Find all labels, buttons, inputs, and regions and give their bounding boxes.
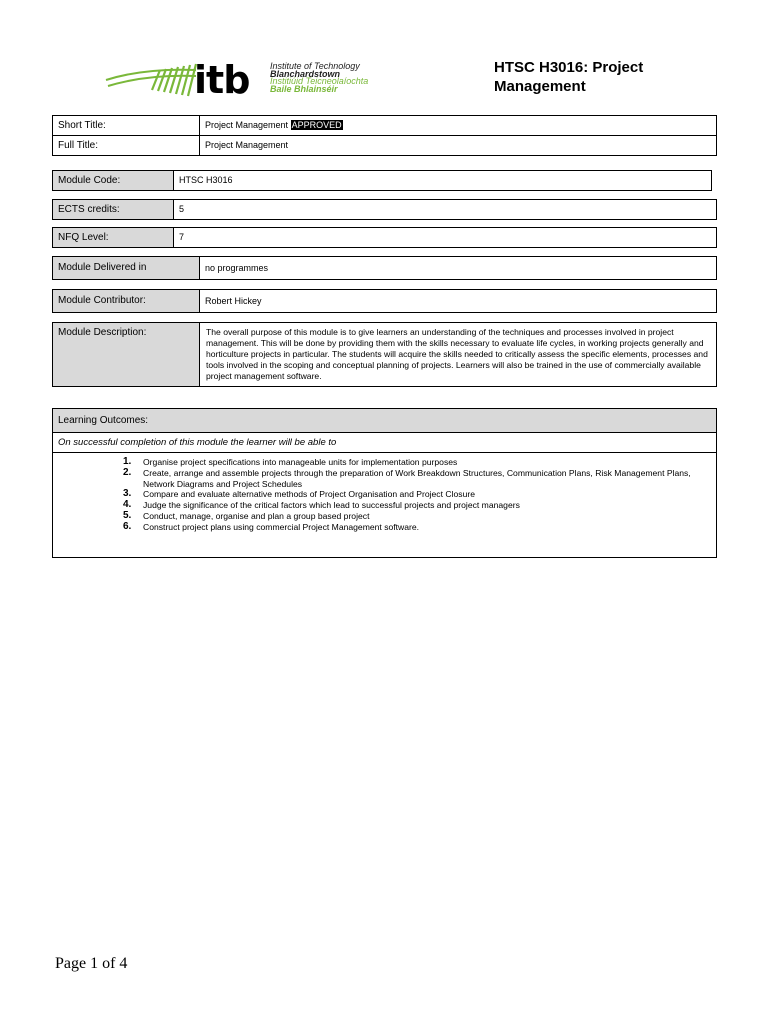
module-code-row <box>53 171 711 190</box>
learning-outcomes-body <box>53 453 716 557</box>
module-code-value: HTSC H3016 <box>179 175 233 185</box>
item-text: Construct project plans using commercial Project Management software. <box>143 521 420 532</box>
item-number: 3. <box>123 488 132 500</box>
approved-badge: APPROVED <box>291 120 342 130</box>
list-item <box>123 489 716 500</box>
learning-outcomes-intro: On successful completion of this module the learner will be able to <box>53 432 716 453</box>
page-number: Page 1 of 4 <box>55 955 128 972</box>
item-text: Judge the significance of the critical factors which lead to successful projects and project managers <box>143 500 520 511</box>
ects-table <box>52 199 717 220</box>
document-title <box>494 58 714 96</box>
short-title-row <box>53 116 716 135</box>
learning-outcomes-table <box>52 408 717 558</box>
short-title-text: Project Management <box>205 120 289 130</box>
title-line-2: Management <box>494 78 586 95</box>
short-title-label: Short Title: <box>53 116 200 135</box>
nfq-table <box>52 227 717 248</box>
item-number: 5. <box>123 509 132 521</box>
description-row <box>53 323 716 386</box>
full-title-row <box>53 135 716 155</box>
contributor-value: Robert Hickey <box>205 296 262 306</box>
title-line-1: HTSC H3016: Project <box>494 59 644 76</box>
module-code-label: Module Code: <box>53 171 174 190</box>
logo-line: Blanchardstown <box>270 68 341 79</box>
list-item <box>123 457 716 468</box>
delivered-label: Module Delivered in <box>53 257 200 279</box>
item-text: Compare and evaluate alternative methods of Project Organisation and Project Closure <box>143 489 475 500</box>
logo-line: Baile Bhlainséir <box>270 83 338 94</box>
learning-outcomes-heading: Learning Outcomes: <box>53 409 716 432</box>
nfq-value: 7 <box>179 232 185 242</box>
full-title-value: Project Management <box>205 140 289 150</box>
logo-wordmark: itb <box>194 58 250 102</box>
nfq-label: NFQ Level: <box>53 228 174 247</box>
logo-institute-name <box>270 63 368 93</box>
itb-logo <box>104 60 404 100</box>
title-table <box>52 115 717 156</box>
ects-value: 5 <box>179 204 185 214</box>
ects-label: ECTS credits: <box>53 200 174 219</box>
logo-line: Institute of Technology <box>270 61 360 71</box>
short-title-value <box>200 116 716 135</box>
item-text: Create, arrange and assemble projects through the preparation of Work Breakdown Structures, Communication Plans, Risk Management Plans, Network Diagrams and Project Schedules <box>143 467 691 489</box>
delivered-row <box>53 257 716 279</box>
contributor-row <box>53 290 716 312</box>
delivered-table <box>52 256 717 280</box>
item-text: Organise project specifications into manageable units for implementation purposes <box>143 457 458 467</box>
list-item <box>123 522 716 533</box>
full-title-label: Full Title: <box>53 136 200 155</box>
description-label: Module Description: <box>53 323 200 386</box>
delivered-value: no programmes <box>205 263 269 273</box>
list-item <box>123 511 716 522</box>
item-number: 4. <box>123 499 132 511</box>
list-item <box>123 468 716 490</box>
description-table <box>52 322 717 387</box>
ects-row <box>53 200 716 219</box>
item-number: 6. <box>123 520 132 532</box>
module-code-table <box>52 170 712 191</box>
nfq-row <box>53 228 716 247</box>
contributor-label: Module Contributor: <box>53 290 200 312</box>
logo-swoosh-icon <box>104 60 200 100</box>
item-number: 2. <box>123 466 132 478</box>
item-number: 1. <box>123 456 132 467</box>
item-text: Conduct, manage, organise and plan a group based project <box>143 510 370 521</box>
contributor-table <box>52 289 717 313</box>
list-item <box>123 500 716 511</box>
learning-outcomes-list <box>123 457 716 533</box>
description-text: The overall purpose of this module is to give learners an understanding of the techniques and processes involved in project management. This will be done by providing them with the skills necessary to evaluate life cycles, in working projects generally and horticulture projects in particular. The students will acquire the skills needed to critically assess the specific elements, processes and tools involved in the scoping and conceptual planning of projects. Learners will also be trained in the use of commercially available project management software. <box>206 327 708 381</box>
logo-line: Institiúid Teicneolaíochta <box>270 76 369 86</box>
